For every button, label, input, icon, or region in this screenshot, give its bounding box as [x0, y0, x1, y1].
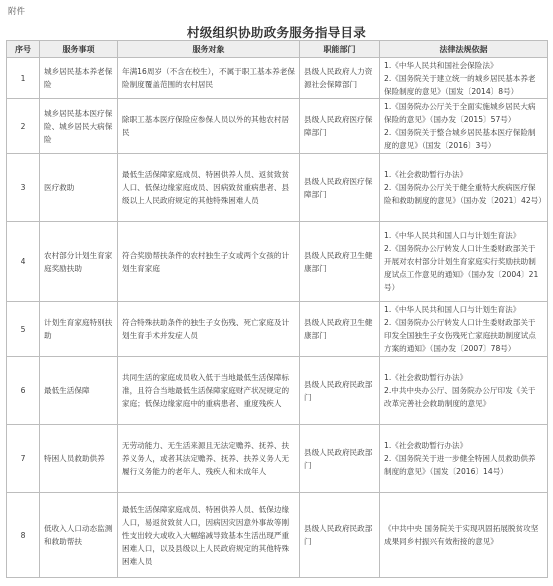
table-row: [7, 154, 548, 222]
legal-basis-entry: 2.《国务院关于建立统一的城乡居民基本养老保险制度的意见》（国发〔2014〕8号）: [384, 73, 536, 96]
legal-basis-entry: 2.《国务院办公厅关于健全重特大疾病医疗保险和救助制度的意见》（国办发〔2021〕42号）: [384, 183, 546, 205]
legal-basis-entry: 2.《国务院办公厅转发人口计生委财政部关于开展对农村部分计划生育家庭实行奖励扶助制度试点工作意见的通知》（国办发〔2004〕21号）: [384, 244, 539, 292]
responsible-department: 县级人民政府医疗保障部门: [300, 99, 380, 154]
service-item: 计划生育家庭特别扶助: [40, 302, 118, 357]
service-catalog-table: [6, 40, 548, 578]
service-target: 符合奖励帮扶条件的农村独生子女或两个女孩的计划生育家庭: [118, 222, 300, 302]
legal-basis: [380, 493, 548, 578]
service-target: 无劳动能力、无生活来源且无法定赡养、抚养、扶养义务人，或者其法定赡养、抚养、扶养义务人无履行义务能力的老年人、残疾人和未成年人: [118, 425, 300, 493]
table-row: [7, 222, 548, 302]
service-target: 最低生活保障家庭成员、特困供养人员、返贫致贫人口、低保边缘家庭成员、因病致贫重病患者、县级以上人民政府规定的其他特殊困难人员: [118, 154, 300, 222]
legal-basis-entry: 1.《中华人民共和国人口与计划生育法》: [384, 231, 521, 240]
row-number: 4: [7, 222, 40, 302]
legal-basis-entry: 2.《国务院关于整合城乡居民基本医疗保险制度的意见》（国发〔2016〕3号）: [384, 128, 536, 150]
document-title: 村级组织协助政务服务指导目录: [186, 25, 367, 40]
legal-basis-entry: 1.《中华人民共和国人口与计划生育法》: [384, 305, 521, 314]
legal-basis-entry: 2.中共中央办公厅、国务院办公厅印发《关于改革完善社会救助制度的意见》: [384, 386, 536, 408]
column-header-item: 服务事项: [40, 41, 118, 58]
legal-basis-entry: 1.《社会救助暂行办法》: [384, 441, 468, 450]
legal-basis: [380, 154, 548, 222]
table-row: [7, 493, 548, 578]
responsible-department: 县级人民政府民政部门: [300, 493, 380, 578]
legal-basis: [380, 302, 548, 357]
legal-basis-entry: 《中共中央 国务院关于实现巩固拓展脱贫攻坚成果同乡村振兴有效衔接的意见》: [384, 524, 539, 546]
responsible-department: 县级人民政府医疗保障部门: [300, 154, 380, 222]
row-number: 8: [7, 493, 40, 578]
legal-basis: [380, 425, 548, 493]
legal-basis: [380, 58, 548, 99]
column-header-dept: 职能部门: [300, 41, 380, 58]
responsible-department: 县级人民政府卫生健康部门: [300, 222, 380, 302]
responsible-department: 县级人民政府民政部门: [300, 425, 380, 493]
column-header-no: 序号: [7, 41, 40, 58]
service-target: 符合特殊扶助条件的独生子女伤残、死亡家庭及计划生育手术并发症人员: [118, 302, 300, 357]
legal-basis-entry: 1.《社会救助暂行办法》: [384, 373, 468, 382]
column-header-laws: 法律法规依据: [380, 41, 548, 58]
responsible-department: 县级人民政府卫生健康部门: [300, 302, 380, 357]
service-item: 医疗救助: [40, 154, 118, 222]
service-item: 城乡居民基本医疗保险、城乡居民大病保险: [40, 99, 118, 154]
legal-basis-entry: 2.《国务院办公厅转发人口计生委财政部关于印发全国独生子女伤残死亡家庭扶助制度试点方案的通知》（国办发〔2007〕78号）: [384, 318, 536, 353]
legal-basis: [380, 99, 548, 154]
attachment-label: 附件: [8, 7, 26, 17]
table-header-row: [7, 41, 548, 58]
row-number: 5: [7, 302, 40, 357]
responsible-department: 县级人民政府民政部门: [300, 357, 380, 425]
legal-basis-entry: 1.《社会救助暂行办法》: [384, 170, 468, 179]
table-row: [7, 58, 548, 99]
legal-basis-entry: 2.《国务院关于进一步健全特困人员救助供养制度的意见》（国发〔2016〕14号）: [384, 454, 536, 476]
service-item: 特困人员救助供养: [40, 425, 118, 493]
service-item: 农村部分计划生育家庭奖励扶助: [40, 222, 118, 302]
table-row: [7, 99, 548, 154]
service-target: 年满16周岁（不含在校生），不属于职工基本养老保险制度覆盖范围的农村居民: [118, 58, 300, 99]
service-item: 最低生活保障: [40, 357, 118, 425]
table-row: [7, 425, 548, 493]
row-number: 6: [7, 357, 40, 425]
table-row: [7, 357, 548, 425]
legal-basis: [380, 357, 548, 425]
row-number: 3: [7, 154, 40, 222]
table-row: [7, 302, 548, 357]
row-number: 1: [7, 58, 40, 99]
service-item: 城乡居民基本养老保险: [40, 58, 118, 99]
service-target: 共同生活的家庭成员收入低于当地最低生活保障标准，且符合当地最低生活保障家庭财产状况规定的家庭；低保边缘家庭中的重病患者、重度残疾人: [118, 357, 300, 425]
service-target: 除职工基本医疗保险应参保人员以外的其他农村居民: [118, 99, 300, 154]
row-number: 7: [7, 425, 40, 493]
legal-basis-entry: 1.《中华人民共和国社会保险法》: [384, 60, 498, 70]
legal-basis-entry: 1.《国务院办公厅关于全面实施城乡居民大病保险的意见》（国办发〔2015〕57号）: [384, 102, 536, 124]
column-header-target: 服务对象: [118, 41, 300, 58]
responsible-department: 县级人民政府人力资源社会保障部门: [300, 58, 380, 99]
row-number: 2: [7, 99, 40, 154]
legal-basis: [380, 222, 548, 302]
service-item: 低收入人口动态监测和救助帮扶: [40, 493, 118, 578]
service-target: 最低生活保障家庭成员、特困供养人员、低保边缘人口，易返贫致贫人口，因病因灾因意外事故等刚性支出较大或收入大幅缩减导致基本生活出现严重困难人口，以及县级以上人民政府规定的其他特殊困难人员: [118, 493, 300, 578]
